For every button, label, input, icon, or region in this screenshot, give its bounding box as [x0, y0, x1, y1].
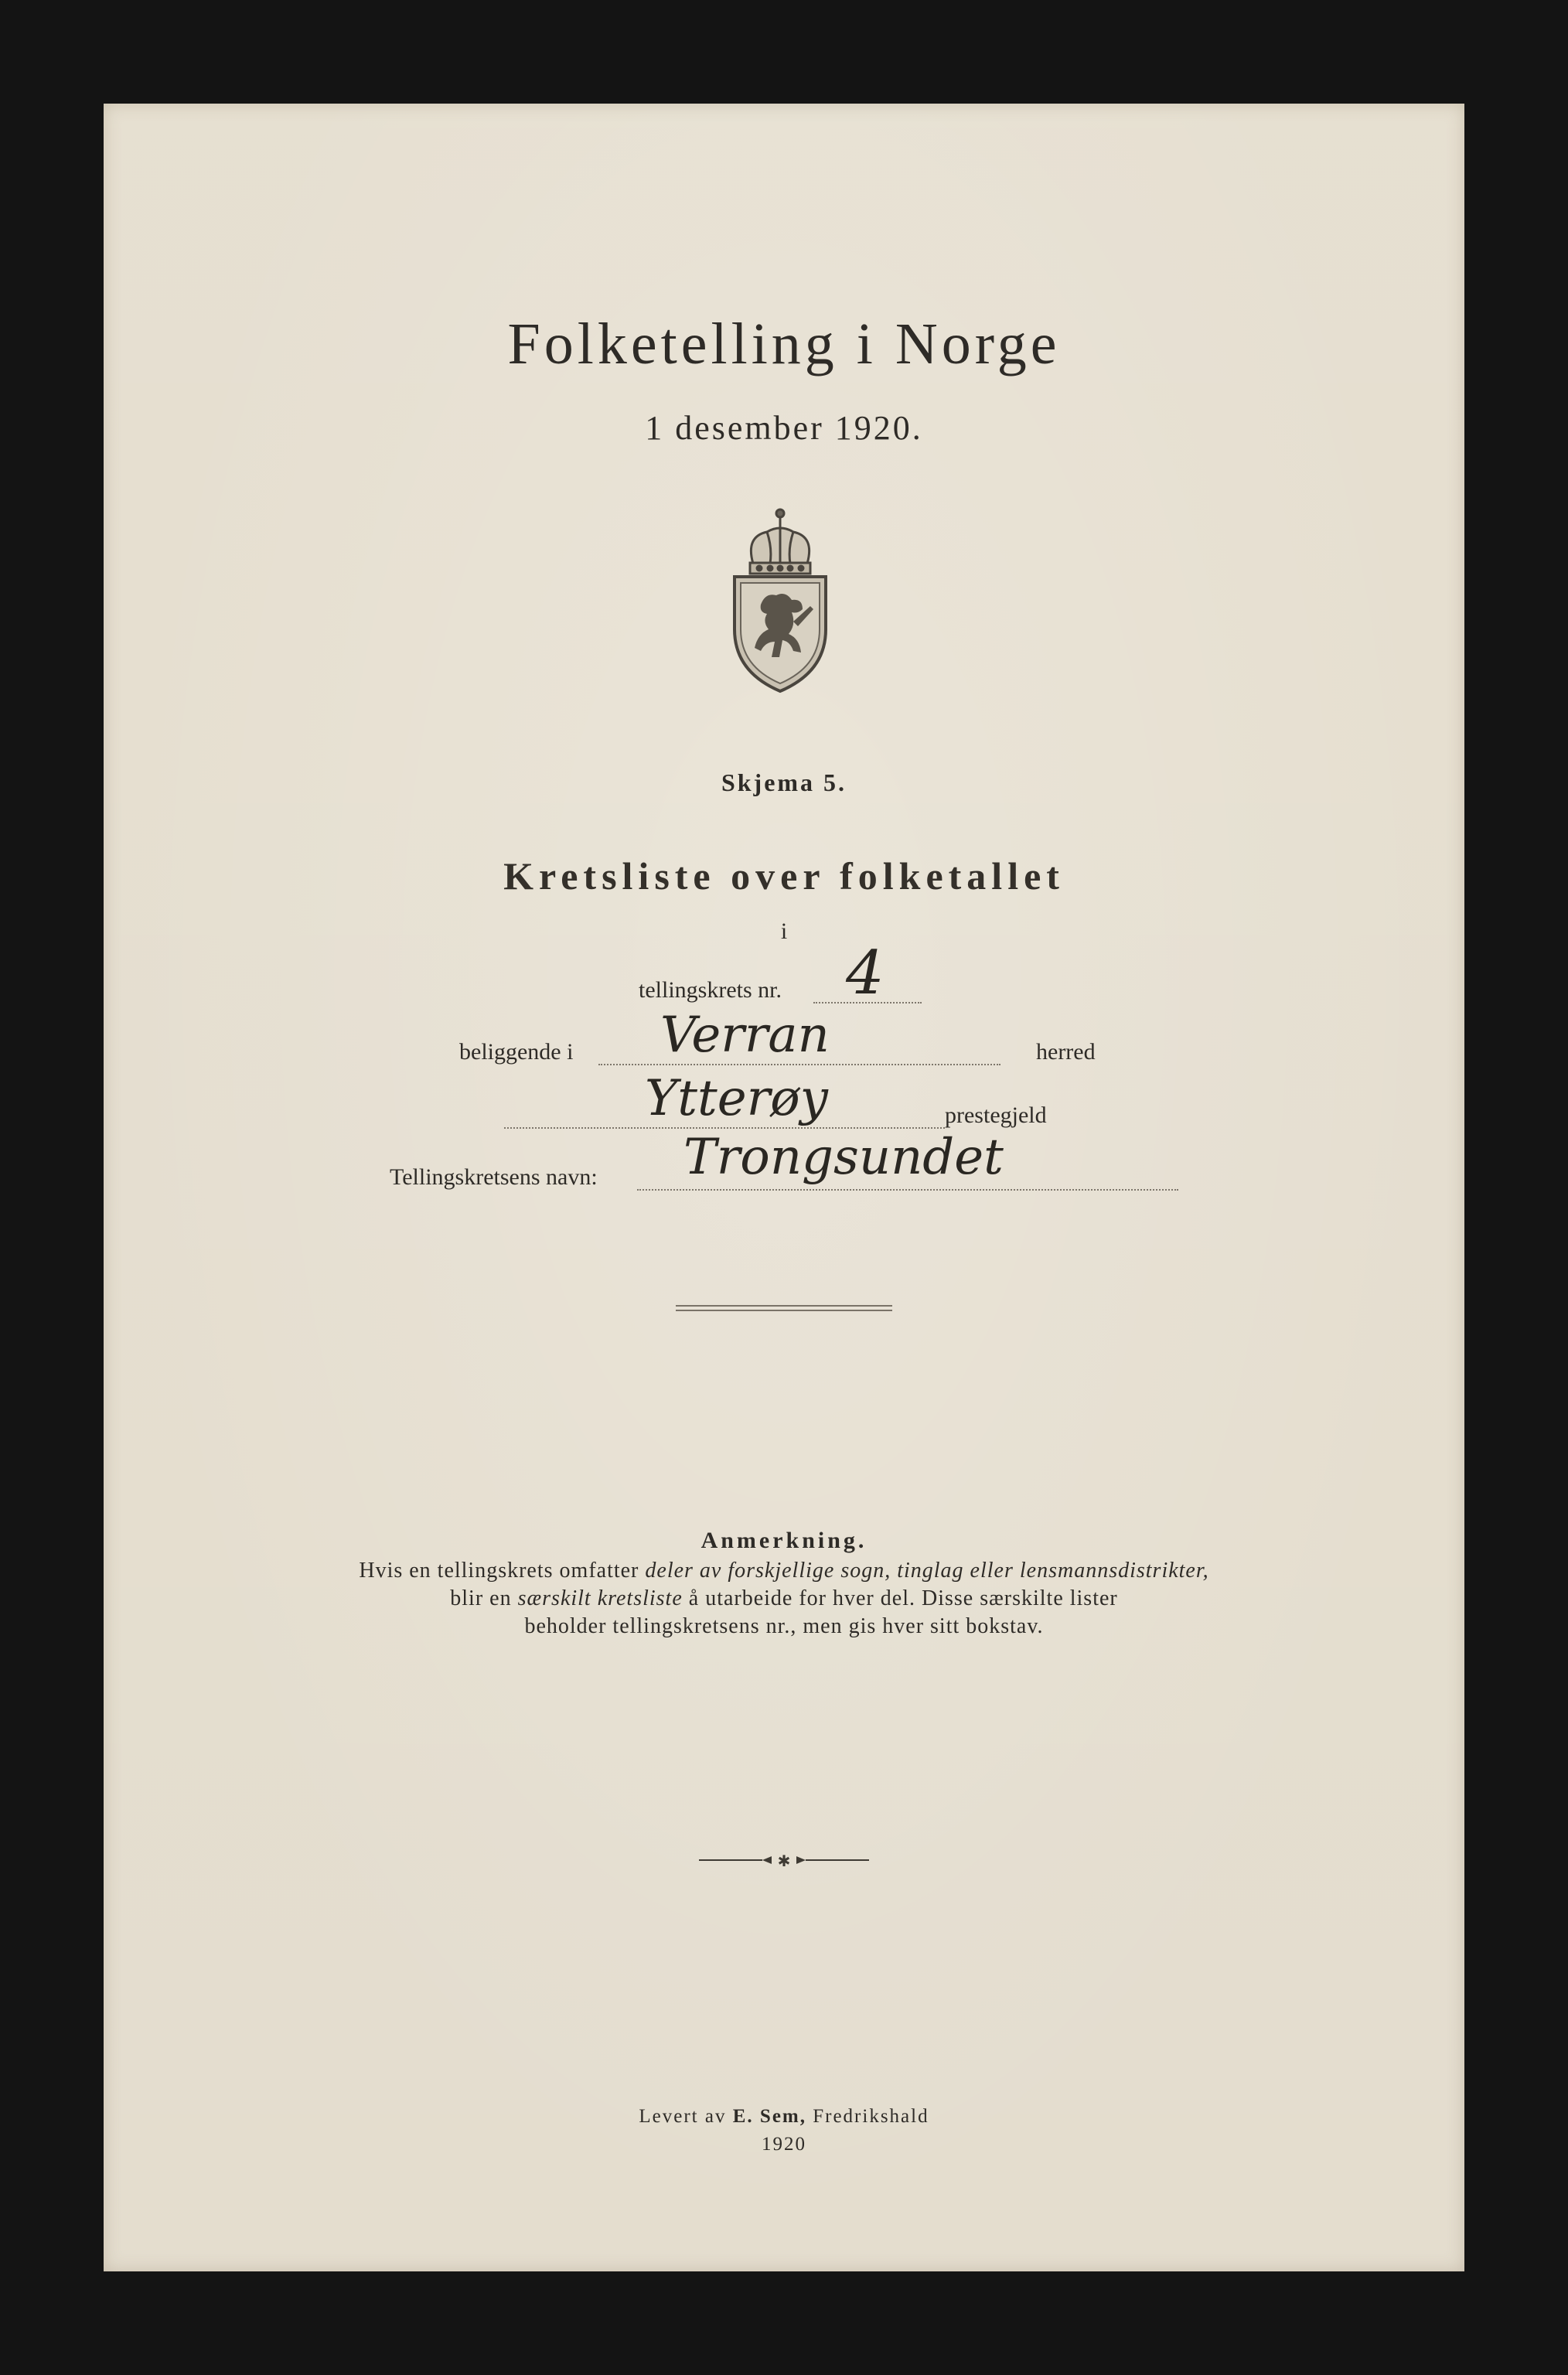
printer-prefix: Levert av	[639, 2106, 733, 2127]
krets-name-label: Tellingskretsens navn:	[390, 1164, 598, 1190]
norwegian-coat-of-arms-icon	[730, 506, 830, 699]
note-heading: Anmerkning.	[700, 1528, 868, 1553]
double-divider-rule	[676, 1305, 892, 1307]
note-line-1-italic: deler av forskjellige sogn, tinglag eller lensmannsdistrikter,	[645, 1559, 1209, 1583]
prestegjeld-suffix-label: prestegjeld	[945, 1102, 1047, 1128]
note-line-2-italic: særskilt kretsliste	[517, 1586, 683, 1610]
printer-place: Fredrikshald	[806, 2106, 929, 2127]
krets-number-label: tellingskrets nr.	[639, 977, 782, 1003]
krets-name-value: Trongsundet	[683, 1129, 1004, 1186]
note-line-2-text-a: blir en	[450, 1586, 518, 1610]
printer-name: E. Sem,	[732, 2106, 806, 2127]
connector-text: i	[780, 918, 788, 944]
herred-field-line	[598, 1064, 1000, 1065]
document-date: 1 desember 1920.	[645, 409, 923, 447]
document-title: Folketelling i Norge	[507, 312, 1061, 377]
herred-value: Verran	[660, 1007, 830, 1064]
svg-text:✱: ✱	[777, 1852, 791, 1869]
note-line-3: beholder tellingskretsens nr., men gis hver sitt bokstav.	[524, 1614, 1044, 1638]
prestegjeld-value: Ytterøy	[645, 1070, 828, 1127]
krets-number-value: 4	[846, 939, 885, 1008]
schema-number: Skjema 5.	[721, 768, 847, 796]
note-line-2-text-c: å utarbeide for hver del. Disse særskilte lister	[682, 1586, 1118, 1610]
note-line-1	[104, 1559, 1464, 1583]
herred-suffix-label: herred	[1036, 1039, 1096, 1065]
herred-prefix-label: beliggende i	[459, 1039, 574, 1065]
krets-name-field-line	[637, 1189, 1178, 1191]
form-heading: Kretsliste over folketallet	[503, 854, 1065, 898]
note-line-2	[104, 1586, 1464, 1611]
printer-imprint	[104, 2106, 1464, 2128]
printer-year: 1920	[762, 2134, 806, 2155]
census-form-page	[104, 104, 1464, 2271]
ornament-divider-icon	[699, 1851, 869, 1869]
note-line-1-text: Hvis en tellingskrets omfatter	[359, 1559, 646, 1583]
